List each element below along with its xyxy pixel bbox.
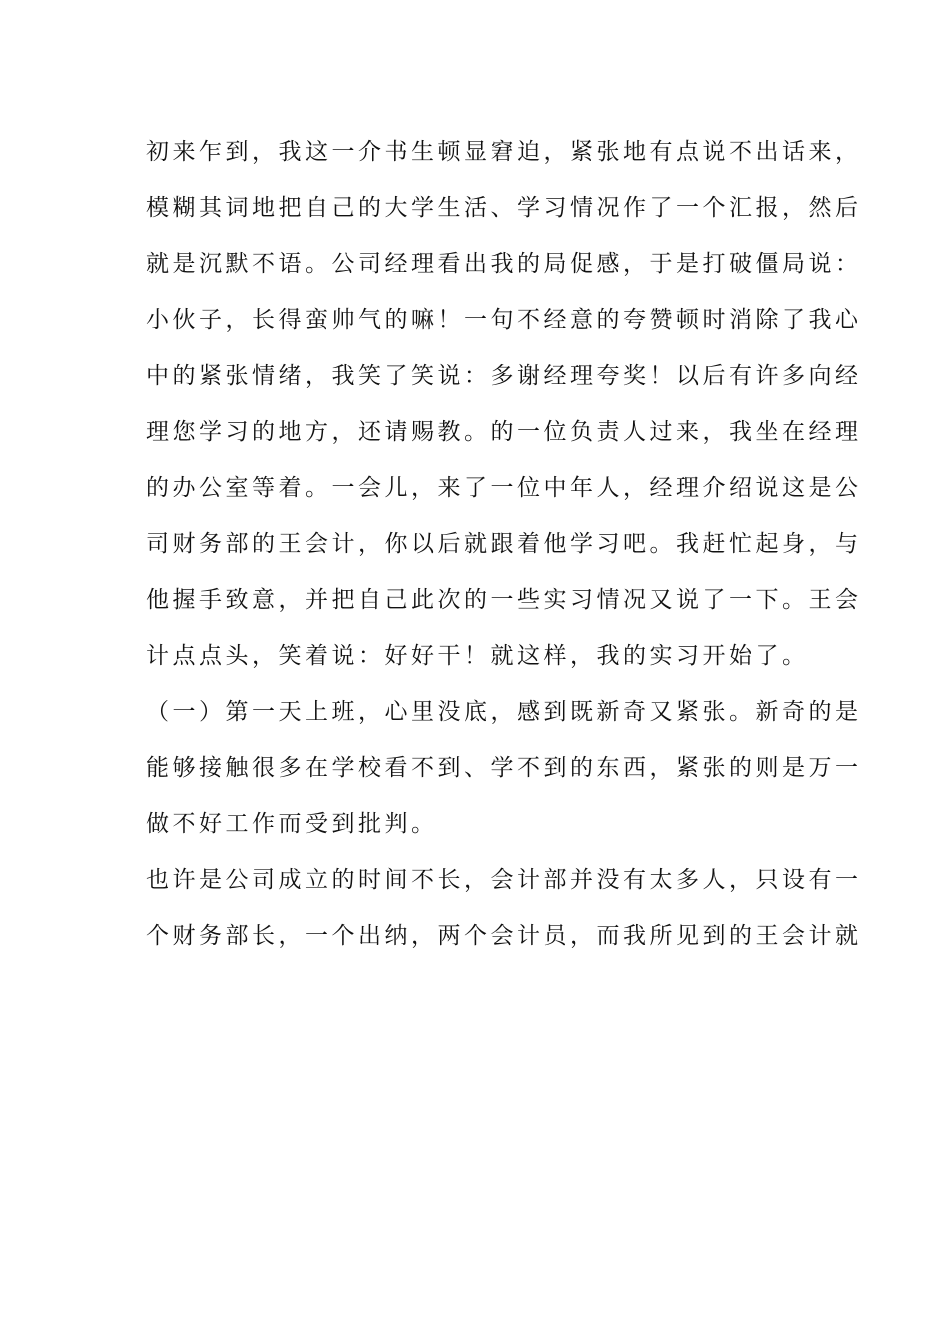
text-line: 司财务部的王会计，你以后就跟着他学习吧。我赶忙起身，与 [146,531,862,557]
text-line: 理您学习的地方，还请赐教。的一位负责人过来，我坐在经理 [146,419,862,445]
text-line: 个财务部长，一个出纳，两个会计员，而我所见到的王会计就 [146,923,862,949]
body-text [146,130,862,970]
text-line: 做不好工作而受到批判。 [146,811,438,837]
text-line: 也许是公司成立的时间不长，会计部并没有太多人，只设有一 [146,867,862,893]
text-line: 的办公室等着。一会儿，来了一位中年人，经理介绍说这是公 [146,475,862,501]
text-line: （一）第一天上班，心里没底，感到既新奇又紧张。新奇的是 [146,699,862,725]
text-line: 就是沉默不语。公司经理看出我的局促感，于是打破僵局说： [146,251,862,277]
text-line: 能够接触很多在学校看不到、学不到的东西，紧张的则是万一 [146,755,862,781]
text-line: 他握手致意，并把自己此次的一些实习情况又说了一下。王会 [146,587,862,613]
text-line: 小伙子，长得蛮帅气的嘛！一句不经意的夸赞顿时消除了我心 [146,307,862,333]
text-line: 计点点头，笑着说：好好干！就这样，我的实习开始了。 [146,643,809,669]
text-line: 中的紧张情绪，我笑了笑说：多谢经理夸奖！以后有许多向经 [146,363,862,389]
text-line: 初来乍到，我这一介书生顿显窘迫，紧张地有点说不出话来， [146,139,862,165]
text-line: 模糊其词地把自己的大学生活、学习情况作了一个汇报，然后 [146,195,862,221]
